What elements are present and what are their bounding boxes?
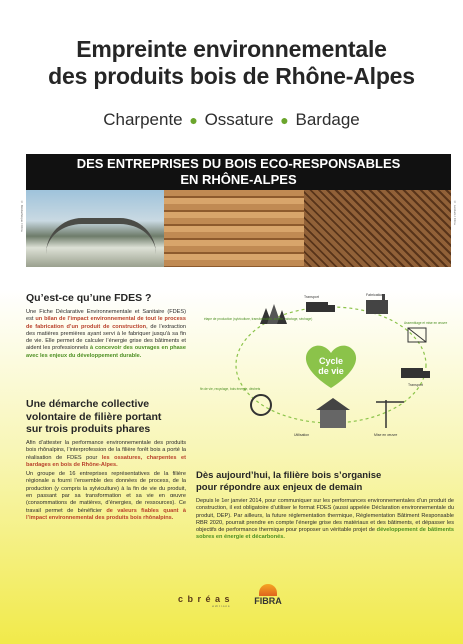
section-avenir-heading <box>196 470 456 494</box>
cycle-center-line1: Cycle <box>318 356 344 366</box>
forest-icon <box>260 304 287 324</box>
timber-stack-photo <box>164 190 304 267</box>
cycle-step-fin-de-vie: fin de vie, recyclage, bois énergie, déchets <box>200 387 261 391</box>
recycle-icon <box>251 395 271 415</box>
factory-icon <box>366 294 388 314</box>
demarche-text-part: Un groupe de 16 entreprises représentatives de la filière régionale a fourni l’ensemble des données de process, de la production (y compris la sylviculture) à la fin de vie du produit, en passant par sa transformation et sa vie en œuvre (consommations de matières, d’énergies, de ressources). Ce travail permet de bénéficier <box>26 471 186 514</box>
cycle-step-production: étape de production (sylviculture, transformation, scierie, rabotage, séchage) <box>204 317 313 321</box>
cbreas-logo-text: c b r é a s <box>178 594 231 604</box>
fibra-sun-icon <box>259 584 277 596</box>
heading-line: sur trois produits phares <box>26 423 151 435</box>
fdes-text-part: , de l’extraction des matières premières ayant servi à le fabriquer jusqu’à sa fin de vie. Elle permet de calculer l’énergie grise des bâtiments et aident les professionnels <box>26 323 186 352</box>
demarche-text-highlight: de valeurs fiables quant à l’impact environnemental des produits bois rhônalpins. <box>26 507 186 521</box>
title-line-2: des produits bois de Rhône-Alpes <box>48 63 415 89</box>
demarche-text-part: Afin d’attester la performance environnementale des produits bois rhônalpins, l’interprofession de la filière forêt bois a porté la réalisation de FDES pour <box>26 440 186 461</box>
section-avenir-text <box>196 498 454 542</box>
section-demarche-heading <box>26 398 196 436</box>
building-photo <box>26 190 164 267</box>
page-title <box>0 36 463 90</box>
cycle-step-transport-2: Transport <box>408 383 423 387</box>
cycle-step-fabrication: Fabrication <box>366 293 384 297</box>
bullet-dot-icon: ● <box>280 112 289 128</box>
section-fdes-heading: Qu’est-ce qu’une FDES ? <box>26 292 152 304</box>
cycle-center-line2: de vie <box>318 366 344 376</box>
subtitle-bardage: Bardage <box>295 110 360 129</box>
fdes-text-highlight: un bilan de l’impact environnemental de tout le process de fabrication d’un produit de construction <box>26 316 186 330</box>
avenir-text-part: Depuis le 1er janvier 2014, pour communiquer sur les performances environnementales d’un produit de construction, il est obligatoire d’utiliser le format FDES (aussi appelée Déclaration environnementale du produit, DEP). Par ailleurs, la future réglementation thermique, Réglementation Bâtiment Responsable RBR 2020, pourrait prendre en compte l’énergie grise des matériaux et des bâtiments, et dépasser les objectifs de performance thermique pour proposer un véritable projet de <box>196 498 454 534</box>
heading-line: Une démarche collective <box>26 398 150 410</box>
subtitle-charpente: Charpente <box>103 110 183 129</box>
cycle-step-assemblage: Assemblage et mise en œuvre <box>404 321 448 325</box>
cycle-step-transport-1: Transport <box>304 295 319 299</box>
heading-line: Dès aujourd’hui, la filière bois s’organise <box>196 470 382 481</box>
timber-frame-photo <box>304 190 451 267</box>
photo-strip <box>26 190 451 267</box>
banner-line-1: DES ENTREPRISES DU BOIS ECO-RESPONSABLES <box>76 156 401 171</box>
crane-icon <box>376 400 404 428</box>
fibra-logo <box>248 584 288 606</box>
photo-credit-right: © Lesbats / Fibra <box>453 200 457 225</box>
demarche-text-highlight: les ossatures, charpentes et bardages en bois de Rhône-Alpes. <box>26 454 186 468</box>
avenir-text-highlight: développement de bâtiments sobres en énergie et décarbonés. <box>196 527 454 541</box>
cbreas-logo-sub: éditions <box>212 604 231 608</box>
heading-line: volontaire de filière portant <box>26 410 162 423</box>
section-demarche-text <box>26 440 186 522</box>
truck-icon <box>306 302 335 312</box>
banner <box>26 154 451 190</box>
subtitle <box>0 110 463 130</box>
title-line-1: Empreinte environnementale <box>76 36 387 62</box>
bullet-dot-icon: ● <box>189 112 198 128</box>
photo-credit-left: © Médiathèque / Fibra <box>20 200 24 232</box>
subtitle-ossature: Ossature <box>204 110 274 129</box>
assembly-icon <box>408 328 426 342</box>
fdes-text-highlight-green: à concevoir des ouvrages en phase avec les enjeux du développement durable. <box>26 345 187 359</box>
house-icon <box>316 398 350 428</box>
cbreas-logo <box>178 594 231 608</box>
fdes-text-part: Une Fiche Déclarative Environnementale et Sanitaire (FDES) est <box>26 309 186 323</box>
section-fdes-text <box>26 309 186 360</box>
banner-line-2: EN RHÔNE-ALPES <box>180 172 297 187</box>
transport-truck-icon <box>401 368 430 378</box>
life-cycle-diagram <box>196 290 461 440</box>
cycle-step-mise-en-oeuvre: Mise en œuvre <box>374 433 398 437</box>
heading-line: pour répondre aux enjeux de demain <box>196 482 363 493</box>
fibra-logo-text: FIBRA <box>254 596 282 606</box>
cycle-step-utilisation: Utilisation <box>294 433 310 437</box>
